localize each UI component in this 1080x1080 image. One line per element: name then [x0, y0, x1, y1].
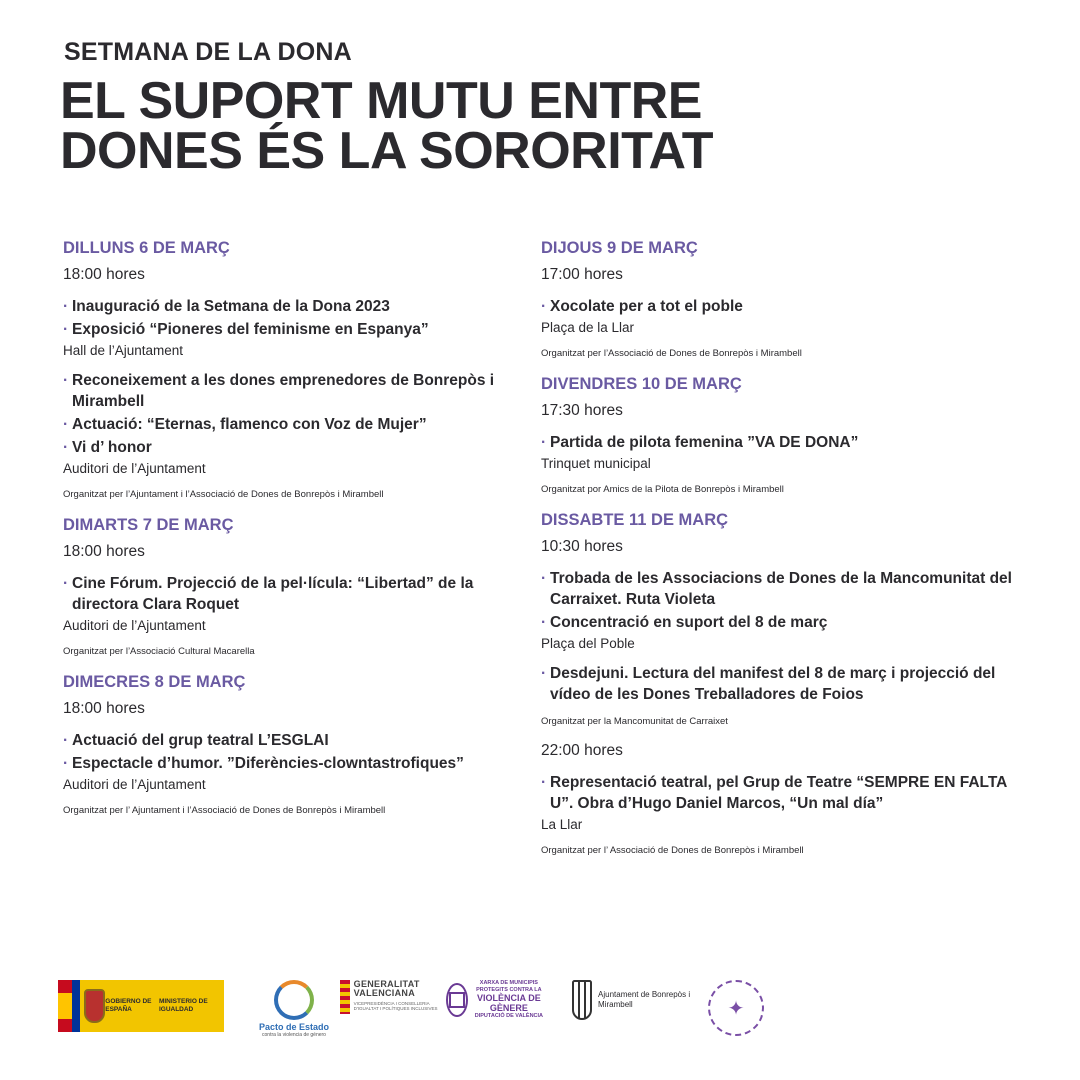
event-item-text: Vi d’ honor — [72, 439, 152, 456]
bullet-icon: · — [63, 439, 69, 456]
event-item — [541, 296, 1021, 317]
bullet-icon: · — [63, 321, 69, 338]
bullet-icon: · — [63, 732, 69, 749]
event-item-text: Actuació: “Eternas, flamenco con Voz de Mujer” — [72, 416, 427, 433]
day-title: DIMARTS 7 DE MARÇ — [63, 516, 234, 534]
day-title: DISSABTE 11 DE MARÇ — [541, 511, 729, 529]
pacto-title: Pacto de Estado — [258, 1022, 330, 1032]
event-time: 22:00 hores — [541, 742, 623, 759]
event-time: 10:30 hores — [541, 538, 623, 555]
bullet-icon: · — [63, 416, 69, 433]
event-item-text: Concentració en suport del 8 de març — [550, 614, 828, 631]
day-title: DILLUNS 6 DE MARÇ — [63, 239, 230, 257]
organizer-note: Organitzat per la Mancomunitat de Carraixet — [541, 716, 728, 727]
event-item-text: Desdejuni. Lectura del manifest del 8 de març i projecció del vídeo de les Dones Treballadores de Foios — [550, 665, 996, 703]
organizer-note: Organitzat per l’ Associació de Dones de Bonrepòs i Mirambell — [541, 845, 804, 856]
organizer-note: Organitzat per l’Associació Cultural Macarella — [63, 646, 255, 657]
organizer-note: Organitzat per l’Associació de Dones de Bonrepòs i Mirambell — [541, 348, 802, 359]
gobierno-label: GOBIERNO DE ESPAÑA — [105, 998, 152, 1013]
bullet-icon: · — [63, 372, 69, 389]
xarxa-big: VIOLÈNCIA DE GÈNERE — [477, 993, 541, 1013]
organizer-note: Organitzat per l’ Ajuntament i l’Associació de Dones de Bonrepòs i Mirambell — [63, 805, 386, 816]
event-group — [63, 730, 513, 794]
headline-line-2: DONES ÉS LA SORORITAT — [60, 122, 714, 180]
right-schedule-column — [541, 238, 1021, 871]
bullet-icon: · — [541, 774, 547, 791]
event-time: 18:00 hores — [63, 543, 145, 560]
headline — [60, 72, 714, 180]
event-item-text: Representació teatral, pel Grup de Teatre “SEMPRE EN FALTA U”. Obra d’Hugo Daniel Marcos, “Un mal día” — [550, 774, 1007, 812]
event-place: La Llar — [541, 817, 583, 832]
event-group — [63, 296, 513, 360]
ajuntament-logo — [572, 980, 692, 1020]
gv-line-1: GENERALITAT — [353, 979, 420, 989]
pacto-subtitle: contra la violencia de género — [262, 1032, 326, 1038]
event-group — [541, 432, 1021, 473]
event-item-text: Reconeixement a les dones emprenedores de Bonrepòs i Mirambell — [72, 372, 495, 410]
event-group — [63, 370, 513, 478]
bullet-icon: · — [541, 665, 547, 682]
day-block — [63, 515, 513, 658]
headline-line-1: EL SUPORT MUTU ENTRE — [60, 72, 702, 130]
associacio-emblem-icon: ✦ — [708, 980, 764, 1036]
generalitat-mark-icon — [340, 980, 350, 1014]
event-item-text: Xocolate per a tot el poble — [550, 298, 743, 315]
bullet-icon: · — [541, 570, 547, 587]
event-item — [541, 432, 1021, 453]
xarxa-sub: DIPUTACIÓ DE VALÈNCIA — [474, 1013, 544, 1019]
house-icon — [446, 983, 468, 1017]
event-item — [541, 612, 1021, 633]
event-group — [541, 296, 1021, 337]
day-block — [63, 672, 513, 817]
event-item — [63, 730, 513, 751]
event-group — [541, 772, 1021, 834]
bullet-icon: · — [63, 755, 69, 772]
ministerio-label: MINISTERIO DE IGUALDAD — [158, 998, 208, 1013]
event-item-text: Trobada de les Associacions de Dones de la Mancomunitat del Carraixet. Ruta Violeta — [550, 570, 1012, 608]
event-item — [63, 573, 513, 615]
event-item — [63, 753, 513, 774]
event-place: Trinquet municipal — [541, 456, 651, 471]
event-place: Auditori de l’Ajuntament — [63, 777, 206, 792]
event-item-text: Cine Fórum. Projecció de la pel·lícula: “Libertad” de la directora Clara Roquet — [72, 575, 474, 613]
event-item — [63, 370, 513, 412]
generalitat-logo — [340, 980, 440, 1014]
event-item — [63, 414, 513, 435]
day-block — [541, 238, 1021, 360]
gobierno-logo — [58, 980, 224, 1032]
event-time: 18:00 hores — [63, 700, 145, 717]
event-place: Plaça de la Llar — [541, 320, 635, 335]
bullet-icon: · — [541, 434, 547, 451]
event-group — [541, 663, 1021, 705]
sponsor-logos — [58, 980, 1018, 1040]
day-title: DIJOUS 9 DE MARÇ — [541, 239, 698, 257]
bullet-icon: · — [63, 575, 69, 592]
event-item — [63, 296, 513, 317]
day-title: DIMECRES 8 DE MARÇ — [63, 673, 246, 691]
bullet-icon: · — [63, 298, 69, 315]
associacio-dones-logo — [708, 980, 768, 1040]
day-block — [541, 374, 1021, 496]
event-group — [541, 568, 1021, 653]
ajuntament-shield-icon — [572, 980, 592, 1020]
event-item — [541, 772, 1021, 814]
coat-of-arms-icon — [84, 989, 105, 1023]
event-place: Auditori de l’Ajuntament — [63, 618, 206, 633]
bullet-icon: · — [541, 298, 547, 315]
event-item — [63, 437, 513, 458]
day-block — [541, 742, 1021, 857]
pacto-estado-logo — [254, 980, 334, 1038]
event-item-text: Partida de pilota femenina ”VA DE DONA” — [550, 434, 859, 451]
bullet-icon: · — [541, 614, 547, 631]
gv-line-2: VALENCIANA — [353, 988, 415, 998]
eu-flag-icon — [72, 980, 80, 1032]
event-item-text: Inauguració de la Setmana de la Dona 2023 — [72, 298, 390, 315]
gv-subtitle: VICEPRESIDÈNCIA I CONSELLERIA D'IGUALTAT I POLÍTIQUES INCLUSIVES — [353, 1001, 438, 1011]
day-block — [63, 238, 513, 501]
event-place: Plaça del Poble — [541, 636, 635, 651]
event-item-text: Exposició “Pioneres del feminisme en Espanya” — [72, 321, 429, 338]
event-place: Auditori de l’Ajuntament — [63, 461, 206, 476]
event-time: 17:00 hores — [541, 266, 623, 283]
xarxa-municipis-logo — [446, 980, 546, 1020]
event-item — [63, 319, 513, 340]
event-place: Hall de l’Ajuntament — [63, 343, 184, 358]
ajuntament-label: Ajuntament de Bonrepòs i Mirambell — [598, 990, 691, 1009]
event-time: 18:00 hores — [63, 266, 145, 283]
xarxa-small: XARXA DE MUNICIPIS PROTEGITS CONTRA LA — [476, 980, 542, 993]
organizer-note: Organitzat por Amics de la Pilota de Bonrepòs i Mirambell — [541, 484, 784, 495]
pacto-ring-icon — [274, 980, 314, 1020]
left-schedule-column — [63, 238, 513, 831]
day-title: DIVENDRES 10 DE MARÇ — [541, 375, 742, 393]
event-time: 17:30 hores — [541, 402, 623, 419]
spain-flag-icon — [58, 980, 72, 1032]
organizer-note: Organitzat per l’Ajuntament i l’Associació de Dones de Bonrepòs i Mirambell — [63, 489, 384, 500]
kicker-title: SETMANA DE LA DONA — [64, 38, 352, 66]
event-item-text: Actuació del grup teatral L’ESGLAI — [72, 732, 329, 749]
event-group — [63, 573, 513, 635]
event-item — [541, 568, 1021, 610]
day-block — [541, 510, 1021, 728]
event-item-text: Espectacle d’humor. ”Diferències-clowntastrofiques” — [72, 755, 464, 772]
event-item — [541, 663, 1021, 705]
